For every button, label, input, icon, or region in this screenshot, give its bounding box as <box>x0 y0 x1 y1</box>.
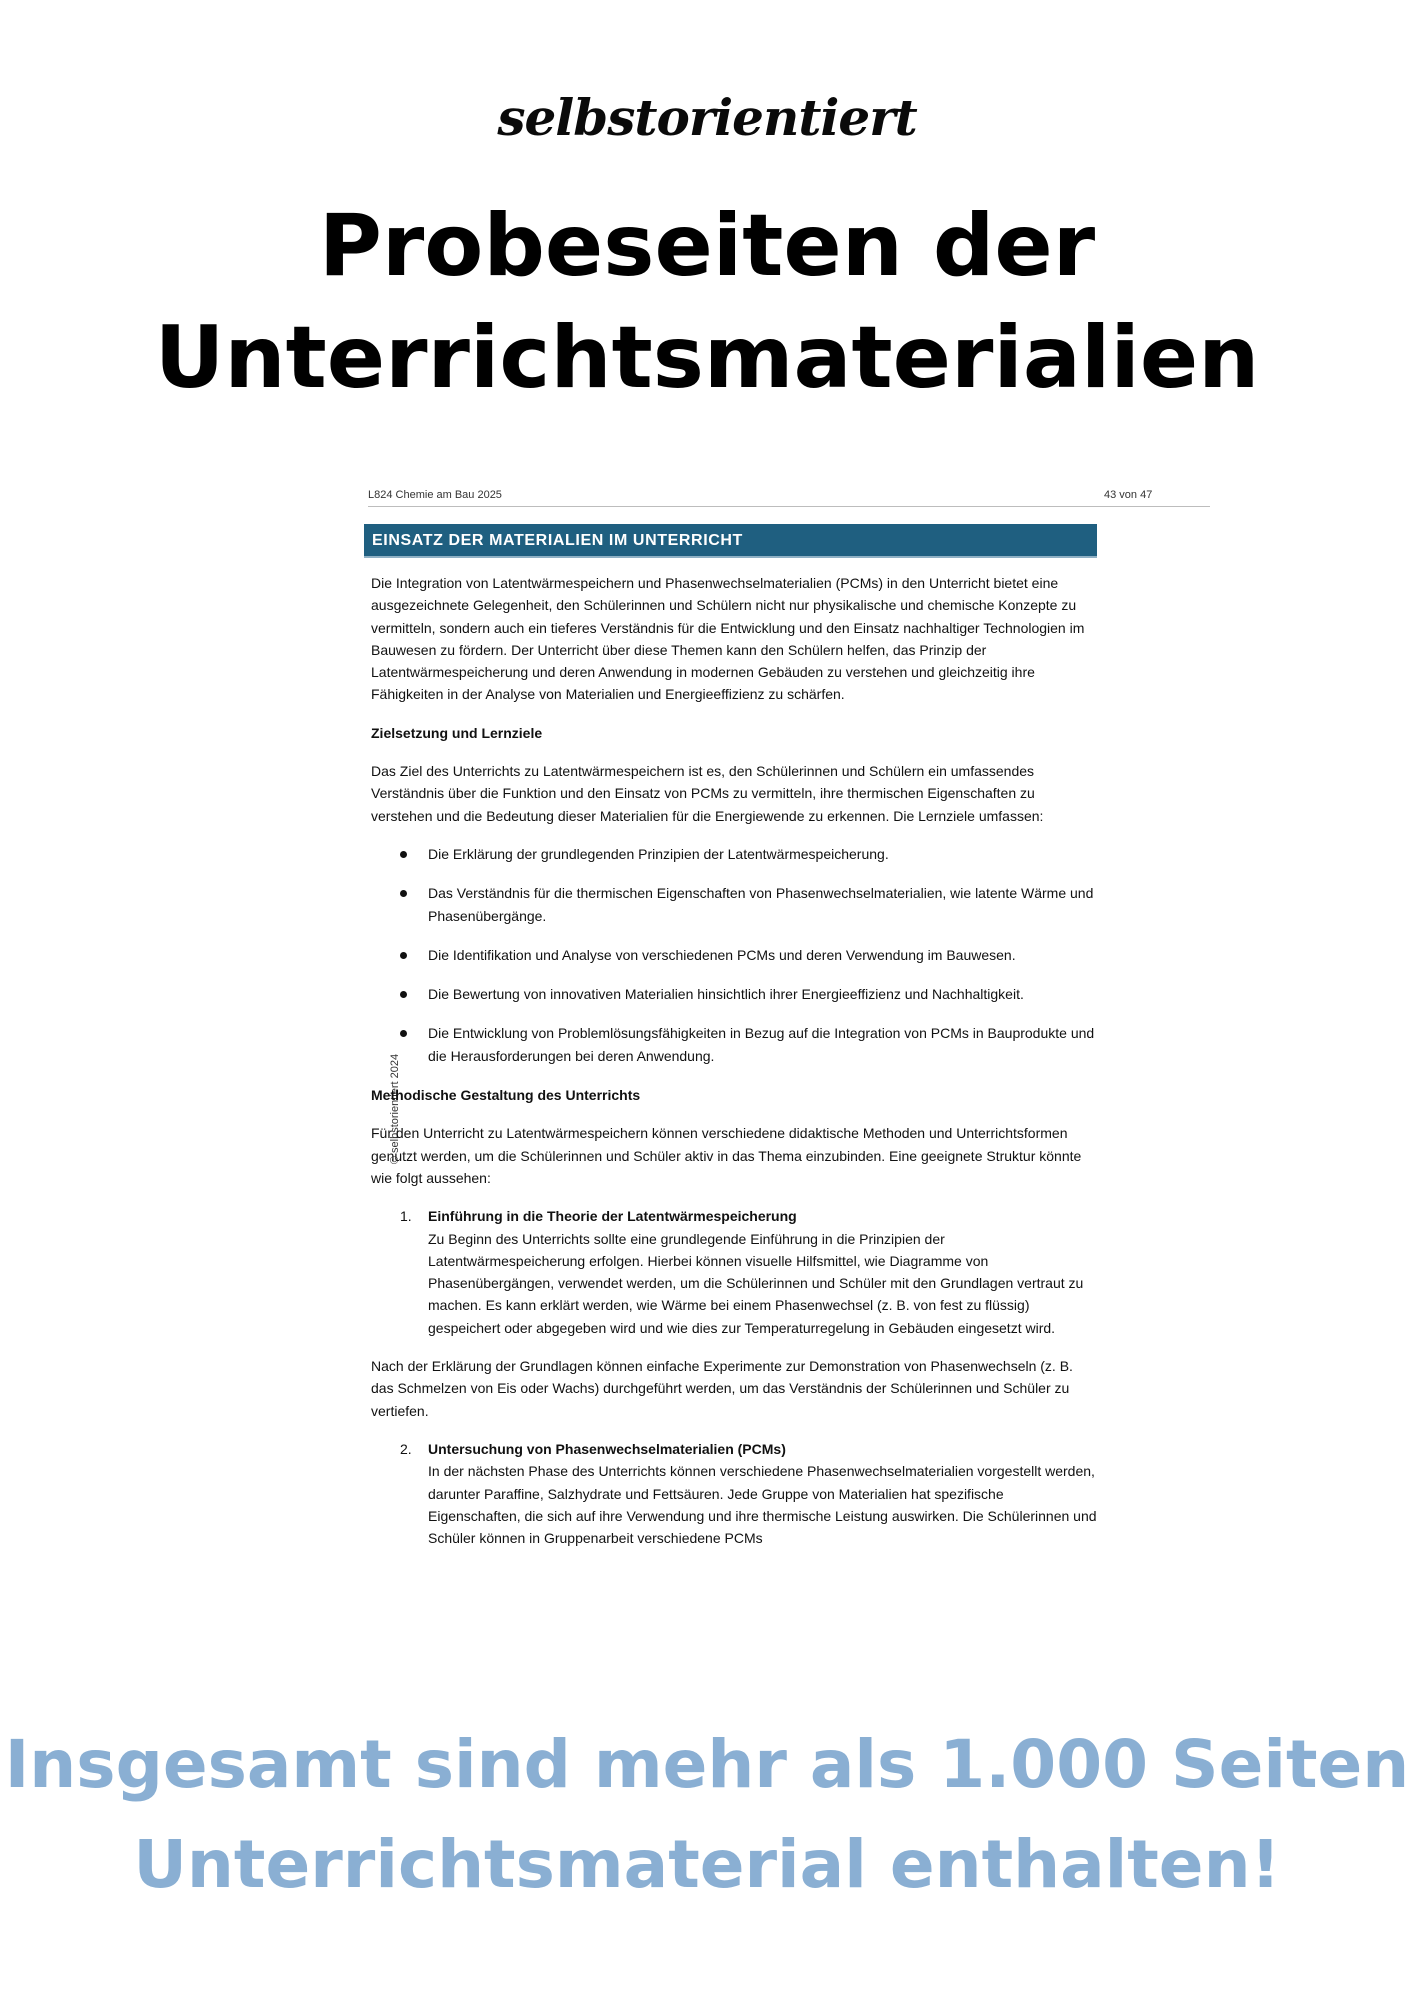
goals-paragraph: Das Ziel des Unterrichts zu Latentwärmespeichern ist es, den Schülerinnen und Schülern ein umfassendes Verständnis über die Funktion und den Einsatz von PCMs zu vermitteln, ihre thermischen Eigenschaften zu verstehen und die Bedeutung dieser Materialien für die Energiewende zu erkennen. Die Lernziele umfassen: <box>371 763 1044 824</box>
document-body <box>371 572 1097 1565</box>
item-number: 1. <box>400 1208 412 1225</box>
subheading-methods: Methodische Gestaltung des Unterrichts <box>371 1087 641 1104</box>
headline-line-2: Unterrichtsmaterialien <box>154 308 1260 408</box>
brand-logo: selbstorientiert <box>497 88 917 147</box>
document-course-label: L824 Chemie am Bau 2025 <box>368 489 502 501</box>
section-title-bar: EINSATZ DER MATERIALIEN IM UNTERRICHT <box>364 524 1097 558</box>
headline-line-1: Probeseiten der <box>318 196 1096 296</box>
document-page-number: 43 von 47 <box>1104 489 1153 501</box>
list-item: Die Erklärung der grundlegenden Prinzipien der Latentwärmespeicherung. <box>371 843 1097 865</box>
promo-footer <box>0 1715 1414 1915</box>
item-text: In der nächsten Phase des Unterrichts können verschiedene Phasenwechselmaterialien vorgestellt werden, darunter Paraffine, Salzhydrate und Fettsäuren. Jede Gruppe von Materialien hat spezifische Eigenschaften, die sich auf ihre Verwendung und ihre thermische Leistung auswirken. Die Schülerinnen und Schüler können in Gruppenarbeit verschiedene PCMs <box>428 1463 1097 1547</box>
list-item: Die Identifikation und Analyse von verschiedenen PCMs und deren Verwendung im Bauwesen. <box>371 944 1097 966</box>
item-text: Zu Beginn des Unterrichts sollte eine grundlegende Einführung in die Prinzipien der Latentwärmespeicherung erfolgen. Hierbei können visuelle Hilfsmittel, wie Diagramme von Phasenübergängen, verwendet werden, um die Schülerinnen und Schüler mit den Grundlagen vertraut zu machen. Es kann erklärt werden, wie Wärme bei einem Phasenwechsel (z. B. von fest zu flüssig) gespeichert oder abgegeben wird und wie dies zur Temperaturregelung in Gebäuden eingesetzt wird. <box>428 1230 1084 1336</box>
intro-paragraph: Die Integration von Latentwärmespeichern und Phasenwechselmaterialien (PCMs) in den Unterricht bietet eine ausgezeichnete Gelegenheit, den Schülerinnen und Schülern nicht nur physikalische und chemische Konzepte zu vermitteln, sondern auch ein tieferes Verständnis für die Entwicklung und den Einsatz nachhaltiger Technologien im Bauwesen zu fördern. Der Unterricht über diese Themen kann den Schülern helfen, das Prinzip der Latentwärmespeicherung und deren Anwendung in modernen Gebäuden zu verstehen und gleichzeitig ihre Fähigkeiten in der Analyse von Materialien und Energieeffizienz zu schärfen. <box>371 575 1085 703</box>
item-title: Einführung in die Theorie der Latentwärmespeicherung <box>428 1208 797 1225</box>
numbered-item-2 <box>371 1438 1097 1549</box>
item-number: 2. <box>400 1440 412 1457</box>
promo-line-2: Unterrichtsmaterial enthalten! <box>133 1826 1281 1903</box>
subheading-goals: Zielsetzung und Lernziele <box>371 724 543 741</box>
page-headline <box>0 190 1414 414</box>
learning-goals-list <box>371 843 1097 1067</box>
list-item: Das Verständnis für die thermischen Eigenschaften von Phasenwechselmaterialien, wie latente Wärme und Phasenübergänge. <box>371 882 1097 927</box>
list-item: Die Entwicklung von Problemlösungsfähigkeiten in Bezug auf die Integration von PCMs in Bauprodukte und die Herausforderungen bei deren Anwendung. <box>371 1022 1097 1067</box>
item-title: Untersuchung von Phasenwechselmaterialien (PCMs) <box>428 1440 786 1457</box>
promo-line-1: Insgesamt sind mehr als 1.000 Seiten <box>4 1726 1410 1803</box>
numbered-item-1 <box>371 1205 1097 1339</box>
methods-paragraph: Für den Unterricht zu Latentwärmespeichern können verschiedene didaktische Methoden und Unterrichtsformen genutzt werden, um die Schülerinnen und Schüler aktiv in das Thema einzubinden. Eine geeignete Struktur könnte wie folgt aussehen: <box>371 1125 1082 1186</box>
experiments-paragraph: Nach der Erklärung der Grundlagen können einfache Experimente zur Demonstration von Phasenwechseln (z. B. das Schmelzen von Eis oder Wachs) durchgeführt werden, um das Verständnis der Schülerinnen und Schüler zu vertiefen. <box>371 1358 1073 1419</box>
document-page-header <box>368 489 1210 507</box>
list-item: Die Bewertung von innovativen Materialien hinsichtlich ihrer Energieeffizienz und Nachhaltigkeit. <box>371 983 1097 1005</box>
copyright-notice: © selbstorientiert 2024 <box>389 1053 401 1165</box>
